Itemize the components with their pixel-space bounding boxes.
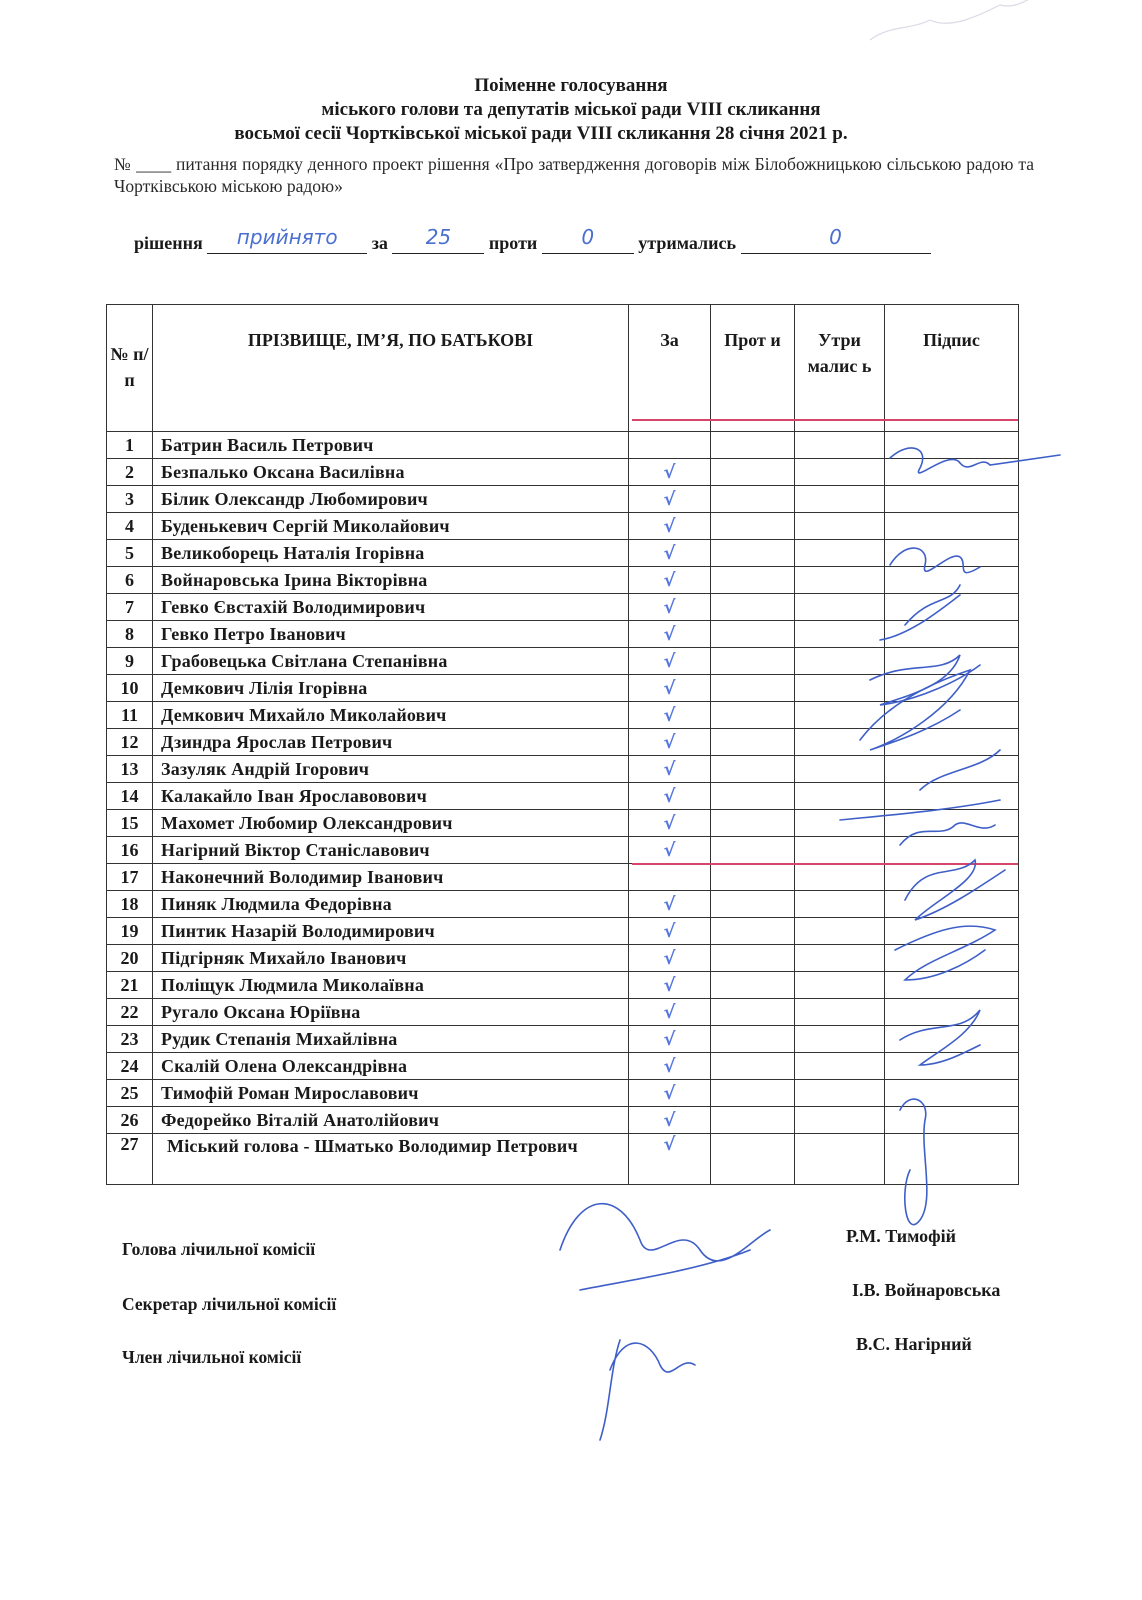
- row-number: 6: [107, 567, 153, 594]
- row-against: [711, 621, 795, 648]
- row-signature: [885, 864, 1019, 891]
- row-for-mark: √: [629, 1134, 711, 1185]
- table-row: [107, 594, 1019, 621]
- commission-secretary-label: Секретар лічильної комісії: [122, 1294, 337, 1314]
- row-for-mark: √: [629, 999, 711, 1026]
- row-abstain: [795, 486, 885, 513]
- row-number: 23: [107, 1026, 153, 1053]
- row-against: [711, 432, 795, 459]
- decision-label: рішення: [134, 233, 203, 253]
- row-number: 9: [107, 648, 153, 675]
- row-number: 25: [107, 1080, 153, 1107]
- against-label: проти: [488, 233, 538, 253]
- row-against: [711, 1134, 795, 1185]
- row-abstain: [795, 783, 885, 810]
- row-abstain: [795, 891, 885, 918]
- row-against: [711, 1107, 795, 1134]
- commission-secretary-name: І.В. Войнаровська: [852, 1280, 1001, 1300]
- row-name: Наконечний Володимир Іванович: [153, 864, 629, 891]
- row-name: Білик Олександр Любомирович: [153, 486, 629, 513]
- row-for-mark: √: [629, 486, 711, 513]
- row-against: [711, 1026, 795, 1053]
- row-against: [711, 459, 795, 486]
- row-signature: [885, 891, 1019, 918]
- row-abstain: [795, 567, 885, 594]
- row-signature: [885, 783, 1019, 810]
- row-signature: [885, 648, 1019, 675]
- row-name: Зазуляк Андрій Ігорович: [153, 756, 629, 783]
- row-number: 19: [107, 918, 153, 945]
- table-row: [107, 891, 1019, 918]
- table-row: [107, 972, 1019, 999]
- row-abstain: [795, 1134, 885, 1185]
- row-for-mark: √: [629, 675, 711, 702]
- table-row: [107, 945, 1019, 972]
- table-row: [107, 1134, 1019, 1185]
- row-for-mark: √: [629, 1053, 711, 1080]
- row-for-mark: √: [629, 1107, 711, 1134]
- table-row: [107, 918, 1019, 945]
- row-signature: [885, 1053, 1019, 1080]
- row-against: [711, 648, 795, 675]
- row-against: [711, 999, 795, 1026]
- row-name: Тимофій Роман Мирославович: [153, 1080, 629, 1107]
- table-row: [107, 432, 1019, 459]
- row-for-mark: √: [629, 459, 711, 486]
- row-name: Войнаровська Ірина Вікторівна: [153, 567, 629, 594]
- strike-line-row-17: [632, 863, 1018, 865]
- against-field: [542, 225, 634, 254]
- row-abstain: [795, 1107, 885, 1134]
- for-field: [392, 225, 484, 254]
- row-name: Поліщук Людмила Миколаївна: [153, 972, 629, 999]
- row-name: Безпалько Оксана Василівна: [153, 459, 629, 486]
- row-name: Калакайло Іван Ярославовович: [153, 783, 629, 810]
- row-signature: [885, 1080, 1019, 1107]
- table-row: [107, 621, 1019, 648]
- row-signature: [885, 432, 1019, 459]
- row-for-mark: √: [629, 810, 711, 837]
- row-name: Гевко Євстахій Володимирович: [153, 594, 629, 621]
- row-against: [711, 675, 795, 702]
- row-number: 27: [107, 1134, 153, 1185]
- row-signature: [885, 1134, 1019, 1185]
- row-against: [711, 891, 795, 918]
- row-number: 10: [107, 675, 153, 702]
- row-against: [711, 1053, 795, 1080]
- row-for-mark: √: [629, 756, 711, 783]
- row-signature: [885, 702, 1019, 729]
- row-number: 13: [107, 756, 153, 783]
- row-number: 12: [107, 729, 153, 756]
- row-signature: [885, 729, 1019, 756]
- table-row: [107, 810, 1019, 837]
- abstain-label: утримались: [638, 233, 736, 253]
- row-signature: [885, 1026, 1019, 1053]
- col-header-for: За: [629, 305, 711, 432]
- row-number: 18: [107, 891, 153, 918]
- col-header-signature: Підпис: [885, 305, 1019, 432]
- commission-head-label: Голова лічильної комісії: [122, 1239, 316, 1259]
- row-for-mark: √: [629, 837, 711, 864]
- row-number: 26: [107, 1107, 153, 1134]
- row-abstain: [795, 540, 885, 567]
- row-abstain: [795, 1026, 885, 1053]
- row-signature: [885, 486, 1019, 513]
- row-signature: [885, 567, 1019, 594]
- row-name: Ругало Оксана Юріївна: [153, 999, 629, 1026]
- table-row: [107, 1053, 1019, 1080]
- row-for-mark: √: [629, 567, 711, 594]
- row-signature: [885, 594, 1019, 621]
- row-against: [711, 594, 795, 621]
- row-number: 5: [107, 540, 153, 567]
- vote-result: [134, 225, 1024, 254]
- row-abstain: [795, 459, 885, 486]
- row-name: Пинтик Назарій Володимирович: [153, 918, 629, 945]
- row-against: [711, 837, 795, 864]
- col-header-num: № п/п: [107, 305, 153, 432]
- row-signature: [885, 945, 1019, 972]
- row-signature: [885, 810, 1019, 837]
- roll-call-table: [106, 304, 1019, 1185]
- faded-handwriting: [870, 0, 1050, 40]
- row-against: [711, 486, 795, 513]
- row-for-mark: √: [629, 918, 711, 945]
- decision-field: [207, 225, 367, 254]
- row-number: 21: [107, 972, 153, 999]
- row-number: 14: [107, 783, 153, 810]
- row-against: [711, 729, 795, 756]
- table-row: [107, 567, 1019, 594]
- row-abstain: [795, 837, 885, 864]
- row-abstain: [795, 675, 885, 702]
- handwritten-signature: [600, 1340, 695, 1440]
- row-abstain: [795, 1080, 885, 1107]
- row-number: 15: [107, 810, 153, 837]
- row-for-mark: √: [629, 594, 711, 621]
- decision-handwritten: прийнято: [236, 225, 338, 249]
- row-abstain: [795, 1053, 885, 1080]
- row-number: 20: [107, 945, 153, 972]
- row-for-mark: √: [629, 729, 711, 756]
- row-number: 3: [107, 486, 153, 513]
- row-against: [711, 513, 795, 540]
- row-signature: [885, 918, 1019, 945]
- row-for-mark: √: [629, 891, 711, 918]
- table-row: [107, 513, 1019, 540]
- for-label: за: [371, 233, 388, 253]
- row-number: 11: [107, 702, 153, 729]
- row-number: 7: [107, 594, 153, 621]
- row-signature: [885, 756, 1019, 783]
- row-name: Демкович Лілія Ігорівна: [153, 675, 629, 702]
- table-row: [107, 459, 1019, 486]
- row-abstain: [795, 594, 885, 621]
- commission-member-name: В.С. Нагірний: [856, 1334, 972, 1354]
- table-row: [107, 648, 1019, 675]
- row-number: 17: [107, 864, 153, 891]
- row-for-mark: √: [629, 945, 711, 972]
- table-header-row: [107, 305, 1019, 432]
- doc-title-line3: восьмої сесії Чортківської міської ради VIII скликання 28 січня 2021 р.: [234, 123, 848, 144]
- row-signature: [885, 459, 1019, 486]
- row-name: Демкович Михайло Миколайович: [153, 702, 629, 729]
- row-abstain: [795, 513, 885, 540]
- row-signature: [885, 675, 1019, 702]
- doc-title-line2: міського голови та депутатів міської ради VIII скликання: [321, 99, 821, 120]
- row-for-mark: √: [629, 540, 711, 567]
- table-row: [107, 1080, 1019, 1107]
- row-number: 4: [107, 513, 153, 540]
- row-abstain: [795, 729, 885, 756]
- row-for-mark: [629, 432, 711, 459]
- row-against: [711, 540, 795, 567]
- row-number: 16: [107, 837, 153, 864]
- row-abstain: [795, 702, 885, 729]
- row-name: Нагірний Віктор Станіславович: [153, 837, 629, 864]
- table-row: [107, 675, 1019, 702]
- row-name: Махомет Любомир Олександрович: [153, 810, 629, 837]
- table-row: [107, 729, 1019, 756]
- commission-member-label: Член лічильної комісії: [122, 1347, 302, 1367]
- table-row: [107, 540, 1019, 567]
- row-signature: [885, 621, 1019, 648]
- row-name: Грабовецька Світлана Степанівна: [153, 648, 629, 675]
- table-row: [107, 864, 1019, 891]
- row-name: Федорейко Віталій Анатолійович: [153, 1107, 629, 1134]
- row-name: Міський голова - Шматько Володимир Петрович: [153, 1134, 629, 1185]
- row-for-mark: √: [629, 621, 711, 648]
- row-against: [711, 567, 795, 594]
- row-signature: [885, 837, 1019, 864]
- row-against: [711, 702, 795, 729]
- row-number: 2: [107, 459, 153, 486]
- commission-head-name: Р.М. Тимофій: [846, 1226, 957, 1246]
- row-signature: [885, 999, 1019, 1026]
- row-number: 22: [107, 999, 153, 1026]
- for-handwritten: 25: [425, 225, 452, 249]
- row-abstain: [795, 945, 885, 972]
- row-number: 1: [107, 432, 153, 459]
- table-row: [107, 999, 1019, 1026]
- row-name: Буденькевич Сергій Миколайович: [153, 513, 629, 540]
- row-for-mark: √: [629, 783, 711, 810]
- row-against: [711, 1080, 795, 1107]
- table-row: [107, 702, 1019, 729]
- row-against: [711, 864, 795, 891]
- row-for-mark: √: [629, 702, 711, 729]
- row-name: Рудик Степанія Михайлівна: [153, 1026, 629, 1053]
- row-for-mark: √: [629, 1026, 711, 1053]
- row-name: Пиняк Людмила Федорівна: [153, 891, 629, 918]
- row-abstain: [795, 999, 885, 1026]
- row-abstain: [795, 972, 885, 999]
- row-abstain: [795, 756, 885, 783]
- row-name: Батрин Василь Петрович: [153, 432, 629, 459]
- strike-line-row-1: [632, 419, 1018, 421]
- row-against: [711, 756, 795, 783]
- row-name: Гевко Петро Іванович: [153, 621, 629, 648]
- row-abstain: [795, 864, 885, 891]
- row-name: Скалій Олена Олександрівна: [153, 1053, 629, 1080]
- row-abstain: [795, 432, 885, 459]
- table-row: [107, 756, 1019, 783]
- row-name: Підгірняк Михайло Іванович: [153, 945, 629, 972]
- row-signature: [885, 513, 1019, 540]
- col-header-name: ПРІЗВИЩЕ, ІМ’Я, ПО БАТЬКОВІ: [153, 305, 629, 432]
- agenda-question: № ____ питання порядку денного проект рішення «Про затвердження договорів між Білобожницькою сільською радою та Чортківською міською радою»: [114, 154, 1034, 196]
- row-for-mark: √: [629, 513, 711, 540]
- row-abstain: [795, 810, 885, 837]
- table-row: [107, 486, 1019, 513]
- against-handwritten: 0: [581, 225, 595, 249]
- row-abstain: [795, 621, 885, 648]
- row-signature: [885, 1107, 1019, 1134]
- row-for-mark: √: [629, 972, 711, 999]
- row-against: [711, 783, 795, 810]
- col-header-abstain: Утри малис ь: [795, 305, 885, 432]
- row-for-mark: √: [629, 648, 711, 675]
- row-for-mark: √: [629, 1080, 711, 1107]
- table-row: [107, 1107, 1019, 1134]
- row-abstain: [795, 918, 885, 945]
- row-against: [711, 972, 795, 999]
- row-number: 24: [107, 1053, 153, 1080]
- doc-title-line1: Поіменне голосування: [474, 75, 668, 96]
- table-row: [107, 1026, 1019, 1053]
- abstain-handwritten: 0: [829, 225, 842, 249]
- row-against: [711, 810, 795, 837]
- table-row: [107, 837, 1019, 864]
- row-name: Великоборець Наталія Ігорівна: [153, 540, 629, 567]
- row-against: [711, 945, 795, 972]
- row-name: Дзиндра Ярослав Петрович: [153, 729, 629, 756]
- row-for-mark: [629, 864, 711, 891]
- row-signature: [885, 972, 1019, 999]
- row-abstain: [795, 648, 885, 675]
- row-against: [711, 918, 795, 945]
- row-signature: [885, 540, 1019, 567]
- row-number: 8: [107, 621, 153, 648]
- col-header-against: Прот и: [711, 305, 795, 432]
- table-row: [107, 783, 1019, 810]
- handwritten-signature: [560, 1204, 770, 1290]
- abstain-field: [741, 225, 931, 254]
